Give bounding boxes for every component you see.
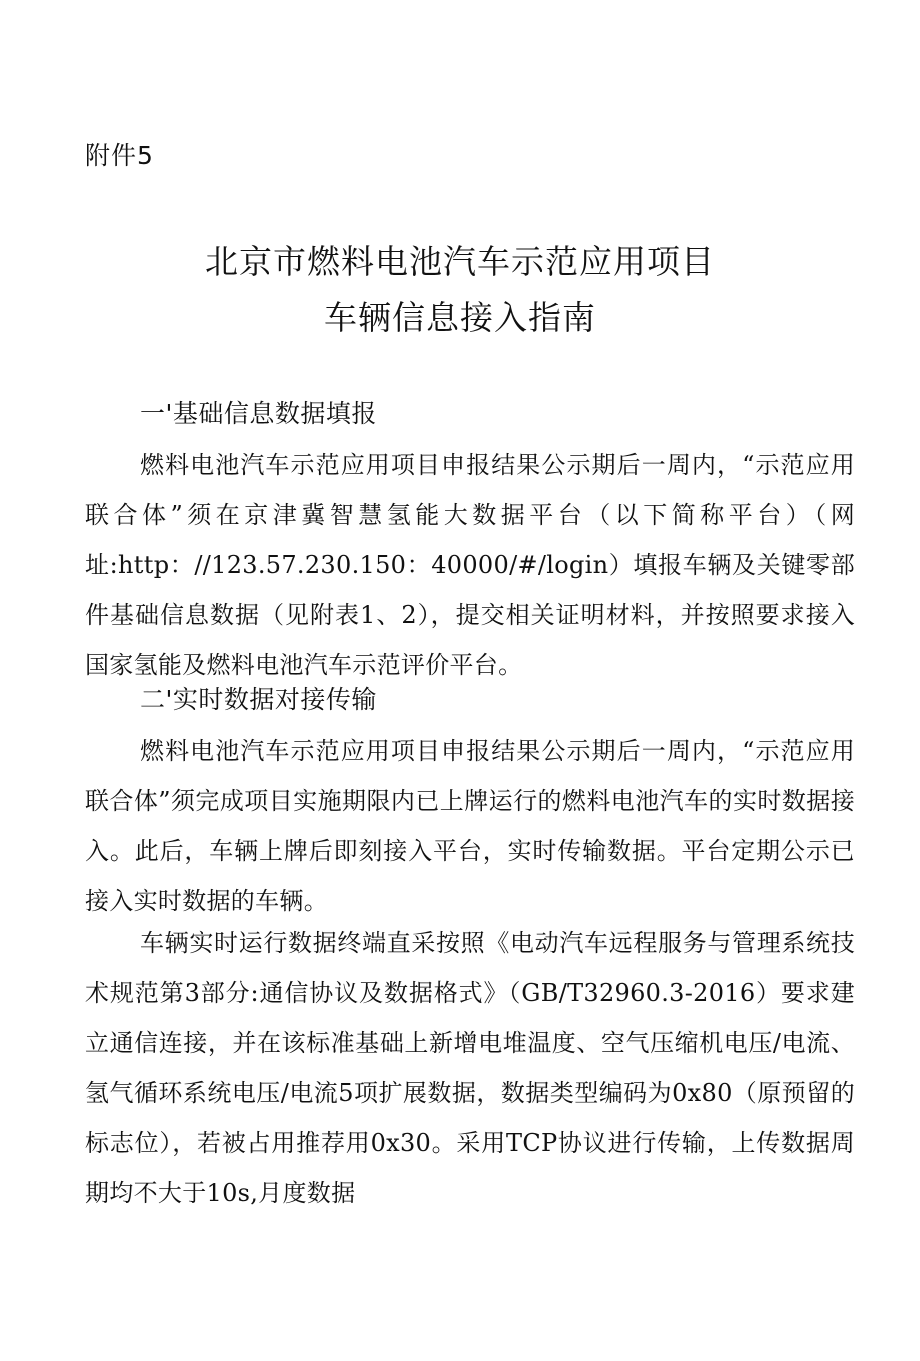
attachment-label: 附件5 [85,141,154,170]
section-2-paragraph-1: 燃料电池汽车示范应用项目申报结果公示期后一周内，“示范应用联合体”须完成项目实施期限内已上牌运行的燃料电池汽车的实时数据接入。此后，车辆上牌后即刻接入平台，实时传输数据。平台定期公示已接入实时数据的车辆。 [85,737,855,915]
section-2-paragraph-2: 车辆实时运行数据终端直采按照《电动汽车远程服务与管理系统技术规范第3部分:通信协议及数据格式》（GB/T32960.3-2016）要求建立通信连接，并在该标准基础上新增电堆温度、空气压缩机电压/电流、氢气循环系统电压/电流5项扩展数据，数据类型编码为0x80（原预留的标志位），若被占用推荐用0x30。采用TCP协议进行传输，上传数据周期均不大于10s,月度数据 [85,929,855,1207]
section-heading-basic-info: 一'基础信息数据填报 [140,399,377,428]
document-title-line-2: 车辆信息接入指南 [324,298,596,337]
document-title-line-1: 北京市燃料电池汽车示范应用项目 [205,242,715,281]
section-1-paragraph-1: 燃料电池汽车示范应用项目申报结果公示期后一周内，“示范应用联合体”须在京津冀智慧氢能大数据平台（以下简称平台）（网址:http：//123.57.230.150：40000/#/login）填报车辆及关键零部件基础信息数据（见附表1、2），提交相关证明材料，并按照要求接入国家氢能及燃料电池汽车示范评价平台。 [85,451,855,679]
section-heading-realtime-data: 二'实时数据对接传输 [140,685,377,714]
